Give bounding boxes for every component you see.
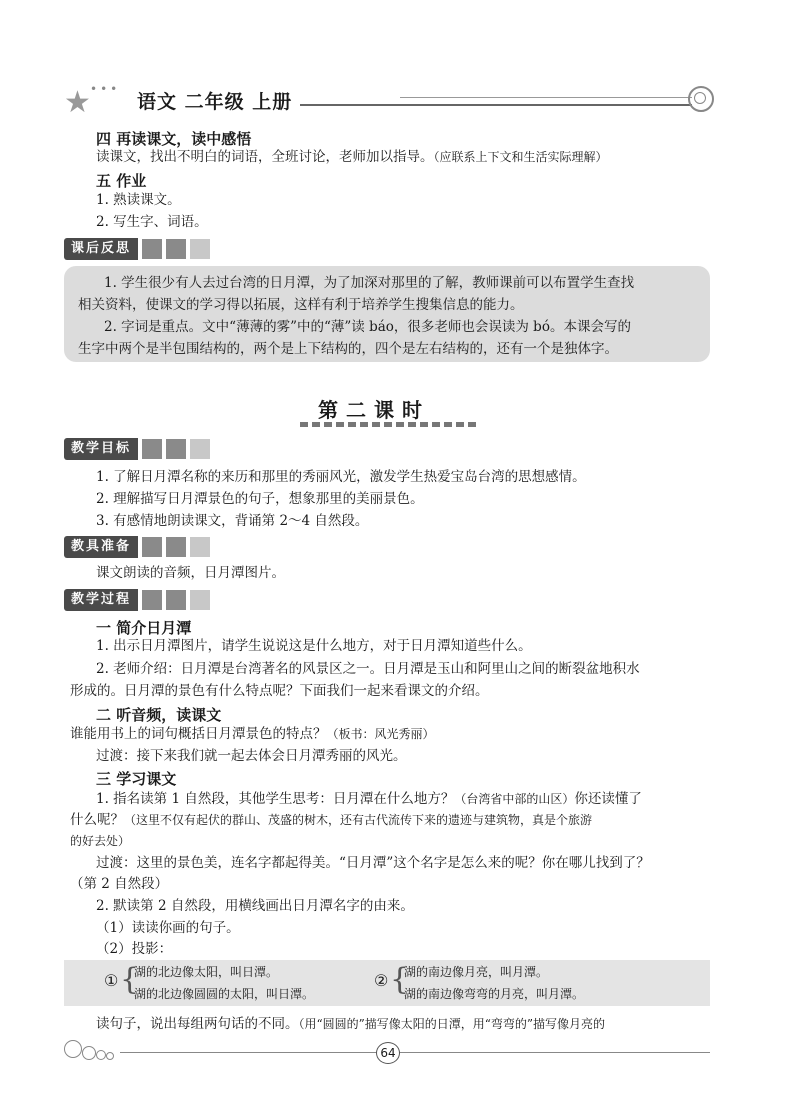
bubble-decoration bbox=[96, 1050, 106, 1060]
process-part-3-line-2 bbox=[70, 810, 592, 830]
reflection-line-3: 2. 字词是重点。文中“薄薄的雾”中的“薄”读 báo，很多老师也会误读为 bó。本课会写的 bbox=[104, 319, 631, 335]
comparison-left-line-2: 湖的北边像圆圆的太阳，叫日潭。 bbox=[134, 987, 315, 1001]
comparison-left-brace: { bbox=[120, 962, 140, 997]
label-square bbox=[190, 590, 210, 610]
process-part-3-text: 1. 指名读第 1 自然段，其他学生思考：日月潭在什么地方？ bbox=[96, 791, 455, 807]
homework-item-2: 2. 写生字、词语。 bbox=[96, 214, 208, 230]
header-rule-thin bbox=[400, 97, 692, 98]
header-rule bbox=[300, 104, 692, 106]
process-part-3-note-2: （这里不仅有起伏的群山、茂盛的树木，还有古代流传下来的遗迹与建筑物，真是个旅游 bbox=[124, 813, 593, 827]
process-part-3-tail: 你还读懂了 bbox=[574, 791, 642, 807]
reflection-line-2: 相关资料，使课文的学习得以拓展，这样有利于培养学生搜集信息的能力。 bbox=[78, 297, 524, 313]
process-part-2-line-2: 过渡：接下来我们就一起去体会日月潭秀丽的风光。 bbox=[96, 748, 407, 764]
process-part-1-line-1: 1. 出示日月潭图片，请学生说说这是什么地方，对于日月潭知道些什么。 bbox=[96, 638, 532, 654]
lesson-title-underline bbox=[300, 422, 476, 427]
goal-item-2: 2. 理解描写日月潭景色的句子，想象那里的美丽景色。 bbox=[96, 491, 424, 507]
process-part-3-line-3: 的好去处） bbox=[70, 834, 131, 848]
process-tag: 教学过程 bbox=[64, 589, 138, 611]
section-4-note: （应联系上下文和生活实际理解） bbox=[433, 150, 608, 164]
process-last-line bbox=[96, 1014, 605, 1034]
section-4-heading: 四 再读课文，读中感悟 bbox=[96, 130, 252, 148]
process-part-1-line-3: 形成的。日月潭的景色有什么特点呢？下面我们一起来看课文的介绍。 bbox=[70, 683, 489, 699]
process-part-2-heading: 二 听音频，读课文 bbox=[96, 706, 222, 724]
reflection-tag: 课后反思 bbox=[64, 238, 138, 260]
comparison-right-number: ② bbox=[374, 971, 389, 990]
reflection-line-4: 生字中两个是半包围结构的，两个是上下结构的，四个是左右结构的，还有一个是独体字。 bbox=[78, 341, 618, 357]
label-square bbox=[142, 239, 162, 259]
prep-text: 课文朗读的音频，日月潭图片。 bbox=[96, 565, 285, 581]
book-header-title: 语文 二年级 上册 bbox=[137, 91, 293, 113]
goals-label bbox=[64, 437, 210, 461]
process-label bbox=[64, 588, 210, 612]
prep-tag: 教具准备 bbox=[64, 536, 138, 558]
label-square bbox=[142, 439, 162, 459]
process-part-3-line-4: 过渡：这里的景色美，连名字都起得美。“日月潭”这个名字是怎么来的呢？你在哪儿找到了？ bbox=[96, 855, 650, 871]
star-icon: ★ bbox=[64, 85, 91, 120]
prep-label bbox=[64, 535, 210, 559]
comparison-left-line-1: 湖的北边像太阳，叫日潭。 bbox=[134, 965, 279, 979]
process-part-3-text-2: 什么呢？ bbox=[70, 812, 124, 828]
section-4-line bbox=[96, 147, 608, 167]
goals-tag: 教学目标 bbox=[64, 438, 138, 460]
comparison-right-brace: { bbox=[390, 962, 410, 997]
comparison-right-line-1: 湖的南边像月亮，叫月潭。 bbox=[404, 965, 549, 979]
process-part-3-note: （台湾省中部的山区） bbox=[454, 792, 575, 806]
bubble-decoration bbox=[106, 1052, 114, 1060]
process-part-2-note: （板书：风光秀丽） bbox=[326, 727, 435, 741]
process-part-1-heading: 一 简介日月潭 bbox=[96, 619, 192, 637]
spiral-icon bbox=[688, 86, 714, 112]
bubble-decoration bbox=[64, 1040, 82, 1058]
bubble-decoration bbox=[82, 1046, 96, 1060]
section-5-heading: 五 作业 bbox=[96, 172, 147, 190]
comparison-left-number: ① bbox=[104, 971, 119, 990]
dots-decoration: ••• bbox=[90, 82, 121, 96]
process-last-text: 读句子，说出每组两句话的不同。 bbox=[96, 1016, 299, 1032]
process-part-3-line-5: （第 2 自然段） bbox=[70, 876, 169, 892]
page-number: 64 bbox=[376, 1042, 400, 1064]
label-square bbox=[142, 590, 162, 610]
process-part-2-line-1 bbox=[70, 724, 435, 744]
lesson-title: 第二课时 bbox=[318, 398, 430, 422]
process-part-1-line-2: 2. 老师介绍：日月潭是台湾著名的风景区之一。日月潭是玉山和阿里山之间的断裂盆地积水 bbox=[96, 661, 640, 677]
process-part-3-heading: 三 学习课文 bbox=[96, 770, 177, 788]
process-part-2-text: 谁能用书上的词句概括日月潭景色的特点？ bbox=[70, 726, 327, 742]
label-square bbox=[190, 439, 210, 459]
reflection-label bbox=[64, 237, 210, 261]
comparison-right-line-2: 湖的南边像弯弯的月亮，叫月潭。 bbox=[404, 987, 585, 1001]
goal-item-1: 1. 了解日月潭名称的来历和那里的秀丽风光，激发学生热爱宝岛台湾的思想感情。 bbox=[96, 469, 586, 485]
homework-item-1: 1. 熟读课文。 bbox=[96, 192, 181, 208]
process-part-3-line-8: （2）投影： bbox=[96, 941, 173, 957]
label-square bbox=[166, 239, 186, 259]
label-square bbox=[190, 537, 210, 557]
label-square bbox=[166, 590, 186, 610]
process-part-3-line-7: （1）读读你画的句子。 bbox=[96, 920, 240, 936]
footer-rule bbox=[120, 1052, 710, 1053]
process-part-3-line-6: 2. 默读第 2 自然段，用横线画出日月潭名字的由来。 bbox=[96, 898, 414, 914]
process-part-3-line-1 bbox=[96, 789, 642, 809]
goal-item-3: 3. 有感情地朗读课文，背诵第 2～4 自然段。 bbox=[96, 513, 369, 529]
label-square bbox=[142, 537, 162, 557]
reflection-line-1: 1. 学生很少有人去过台湾的日月潭，为了加深对那里的了解，教师课前可以布置学生查找 bbox=[104, 275, 635, 291]
section-4-text: 读课文，找出不明白的词语，全班讨论，老师加以指导。 bbox=[96, 149, 434, 165]
label-square bbox=[166, 537, 186, 557]
label-square bbox=[190, 239, 210, 259]
label-square bbox=[166, 439, 186, 459]
process-last-note: （用“圆圆的”描写像太阳的日潭，用“弯弯的”描写像月亮的 bbox=[298, 1017, 606, 1031]
